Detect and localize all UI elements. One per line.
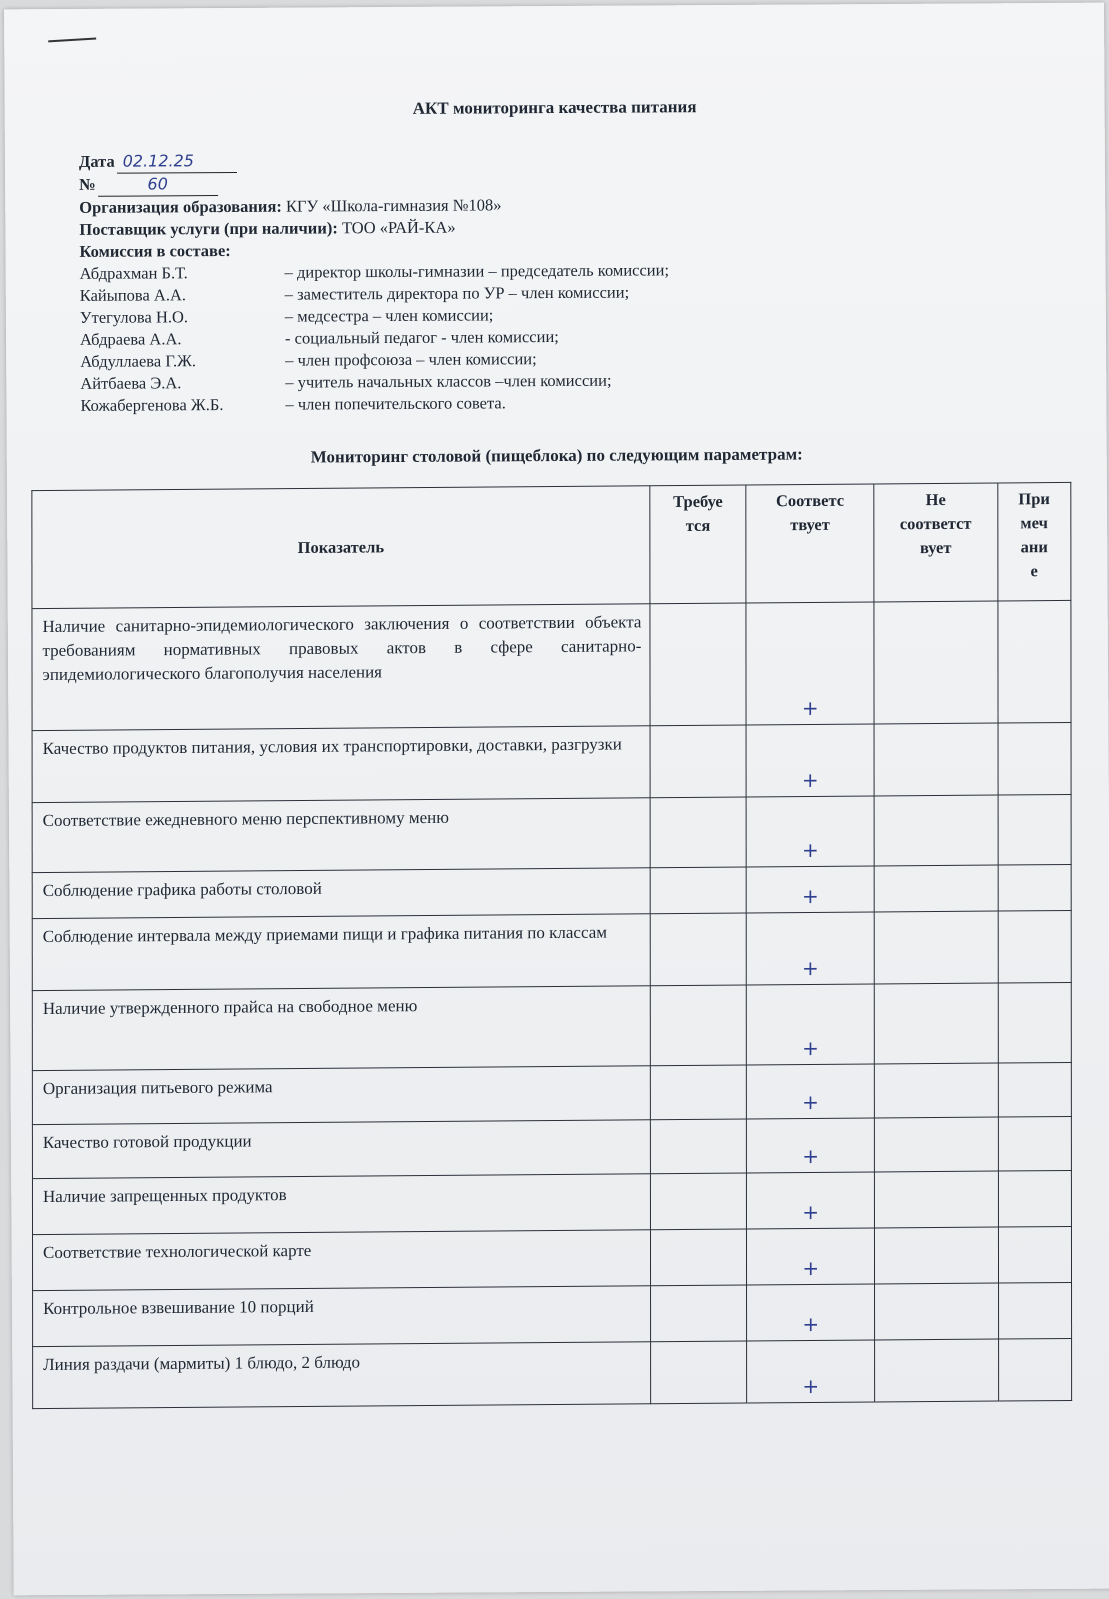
not-complies-cell [874, 911, 998, 984]
not-complies-cell [874, 1117, 998, 1172]
complies-cell: + [747, 1064, 875, 1119]
complies-cell: + [746, 796, 874, 867]
table-row [32, 864, 1071, 918]
not-complies-cell [874, 865, 998, 912]
note-cell [998, 982, 1071, 1063]
number-label: № [79, 174, 96, 194]
required-cell [650, 1229, 746, 1286]
document-title: АКТ мониторинга качества питания [412, 97, 697, 118]
not-complies-cell [874, 795, 998, 866]
note-cell [998, 1062, 1071, 1117]
required-cell [650, 867, 746, 914]
complies-cell: + [747, 1118, 875, 1173]
table-row [32, 1170, 1071, 1234]
required-cell [650, 985, 746, 1066]
not-complies-cell [874, 1063, 998, 1118]
note-cell [998, 1338, 1071, 1401]
member-name: Айтбаева Э.А. [80, 373, 182, 393]
complies-cell: + [746, 602, 874, 725]
table-row [32, 1116, 1071, 1178]
required-cell [650, 725, 746, 798]
monitoring-table [31, 482, 1072, 1409]
note-cell [998, 910, 1071, 983]
required-cell [650, 1173, 746, 1230]
table-header-row [32, 482, 1071, 608]
commission-member [80, 389, 1080, 417]
corner-mark [48, 38, 96, 43]
table-row [32, 982, 1071, 1070]
member-role: – заместитель директора по УР – член комиссии; [284, 282, 630, 304]
member-role: – член профсоюза – член комиссии; [285, 349, 537, 370]
required-cell [650, 797, 746, 868]
required-cell [650, 1065, 746, 1120]
complies-cell: + [747, 1340, 875, 1403]
complies-cell: + [746, 866, 874, 913]
indicator-cell: Качество готовой продукции [32, 1120, 650, 1179]
member-name: Кожабергенова Ж.Б. [80, 395, 224, 415]
header-note: При меч ани е [997, 482, 1070, 601]
table-row [33, 1226, 1072, 1290]
indicator-cell: Контрольное взвешивание 10 порций [33, 1286, 651, 1347]
complies-cell: + [746, 724, 874, 797]
complies-cell: + [747, 912, 875, 985]
required-cell [650, 603, 746, 726]
not-complies-cell [875, 1339, 999, 1402]
table-body [32, 600, 1072, 1408]
member-name: Кайыпова А.А. [79, 285, 187, 305]
note-cell [998, 722, 1071, 795]
table-row [32, 600, 1071, 730]
indicator-cell: Организация питьевого режима [32, 1066, 650, 1125]
indicator-cell: Качество продуктов питания, условия их транспортировки, доставки, разгрузки [32, 726, 650, 803]
complies-cell: + [747, 1228, 875, 1285]
not-complies-cell [874, 723, 998, 796]
indicator-cell: Соответствие технологической карте [33, 1230, 651, 1291]
document-sheet [4, 3, 1109, 1596]
table-row [32, 1062, 1071, 1124]
table-row [32, 910, 1071, 990]
note-cell [998, 794, 1071, 865]
organization-value: КГУ «Школа-гимназия №108» [285, 195, 502, 216]
note-cell [998, 1170, 1071, 1227]
supplier-label: Поставщик услуги (при наличии): [79, 218, 338, 239]
note-cell [998, 864, 1071, 911]
required-cell [651, 1341, 747, 1404]
note-cell [998, 1282, 1071, 1339]
indicator-cell: Соблюдение интервала между приемами пищи и графика питания по классам [32, 914, 650, 991]
commission-label: Комиссия в составе: [79, 240, 231, 261]
header-not-complies: Не соответст вует [874, 483, 998, 602]
member-role: – член попечительского совета. [285, 393, 506, 414]
table-row [32, 722, 1071, 802]
not-complies-cell [874, 983, 998, 1064]
organization-label: Организация образования: [79, 196, 282, 217]
table-row [32, 794, 1071, 872]
member-name: Абдуллаева Г.Ж. [80, 351, 197, 371]
complies-cell: + [747, 1172, 875, 1229]
member-name: Утегулова Н.О. [79, 307, 189, 327]
section-title: Мониторинг столовой (пищеблока) по следующим параметрам: [310, 444, 803, 467]
document-header [79, 145, 1081, 417]
required-cell [650, 1119, 746, 1174]
indicator-cell: Соблюдение графика работы столовой [32, 868, 650, 919]
commission-members [80, 257, 1081, 417]
header-indicator: Показатель [32, 486, 650, 609]
note-cell [998, 600, 1071, 723]
member-role: – учитель начальных классов –член комиссии; [285, 370, 612, 392]
monitoring-table-wrap [31, 482, 1072, 1409]
member-name: Абдраева А.А. [79, 329, 182, 349]
member-role: – медсестра – член комиссии; [284, 305, 494, 326]
number-value: 60 [98, 173, 218, 197]
member-role: - социальный педагог - член комиссии; [284, 326, 559, 348]
required-cell [650, 1285, 746, 1342]
table-row [33, 1282, 1072, 1346]
indicator-cell: Линия раздачи (мармиты) 1 блюдо, 2 блюдо [33, 1342, 651, 1409]
not-complies-cell [875, 1283, 999, 1340]
indicator-cell: Соответствие ежедневного меню перспективному меню [32, 798, 650, 873]
header-complies: Соответс твует [746, 484, 874, 603]
member-name: Абдрахман Б.Т. [79, 263, 188, 283]
note-cell [998, 1226, 1071, 1283]
note-cell [998, 1116, 1071, 1171]
member-role: – директор школы-гимназии – председатель комиссии; [284, 260, 670, 282]
complies-cell: + [747, 984, 875, 1065]
required-cell [650, 913, 746, 986]
header-required: Требуе тся [650, 485, 746, 604]
supplier-value: ТОО «РАЙ-КА» [341, 217, 456, 238]
table-row [33, 1338, 1072, 1408]
not-complies-cell [874, 1171, 998, 1228]
indicator-cell: Наличие запрещенных продуктов [32, 1174, 650, 1235]
date-value: 02.12.25 [117, 150, 237, 174]
date-label: Дата [78, 151, 115, 171]
complies-cell: + [747, 1284, 875, 1341]
not-complies-cell [875, 1227, 999, 1284]
indicator-cell: Наличие санитарно-эпидемиологического заключения о соответствии объекта требованиям нормативных правовых актов в сфере санитарно-эпидемиологического благополучия населения [32, 604, 650, 731]
not-complies-cell [874, 601, 998, 724]
indicator-cell: Наличие утвержденного прайса на свободное меню [32, 986, 650, 1071]
